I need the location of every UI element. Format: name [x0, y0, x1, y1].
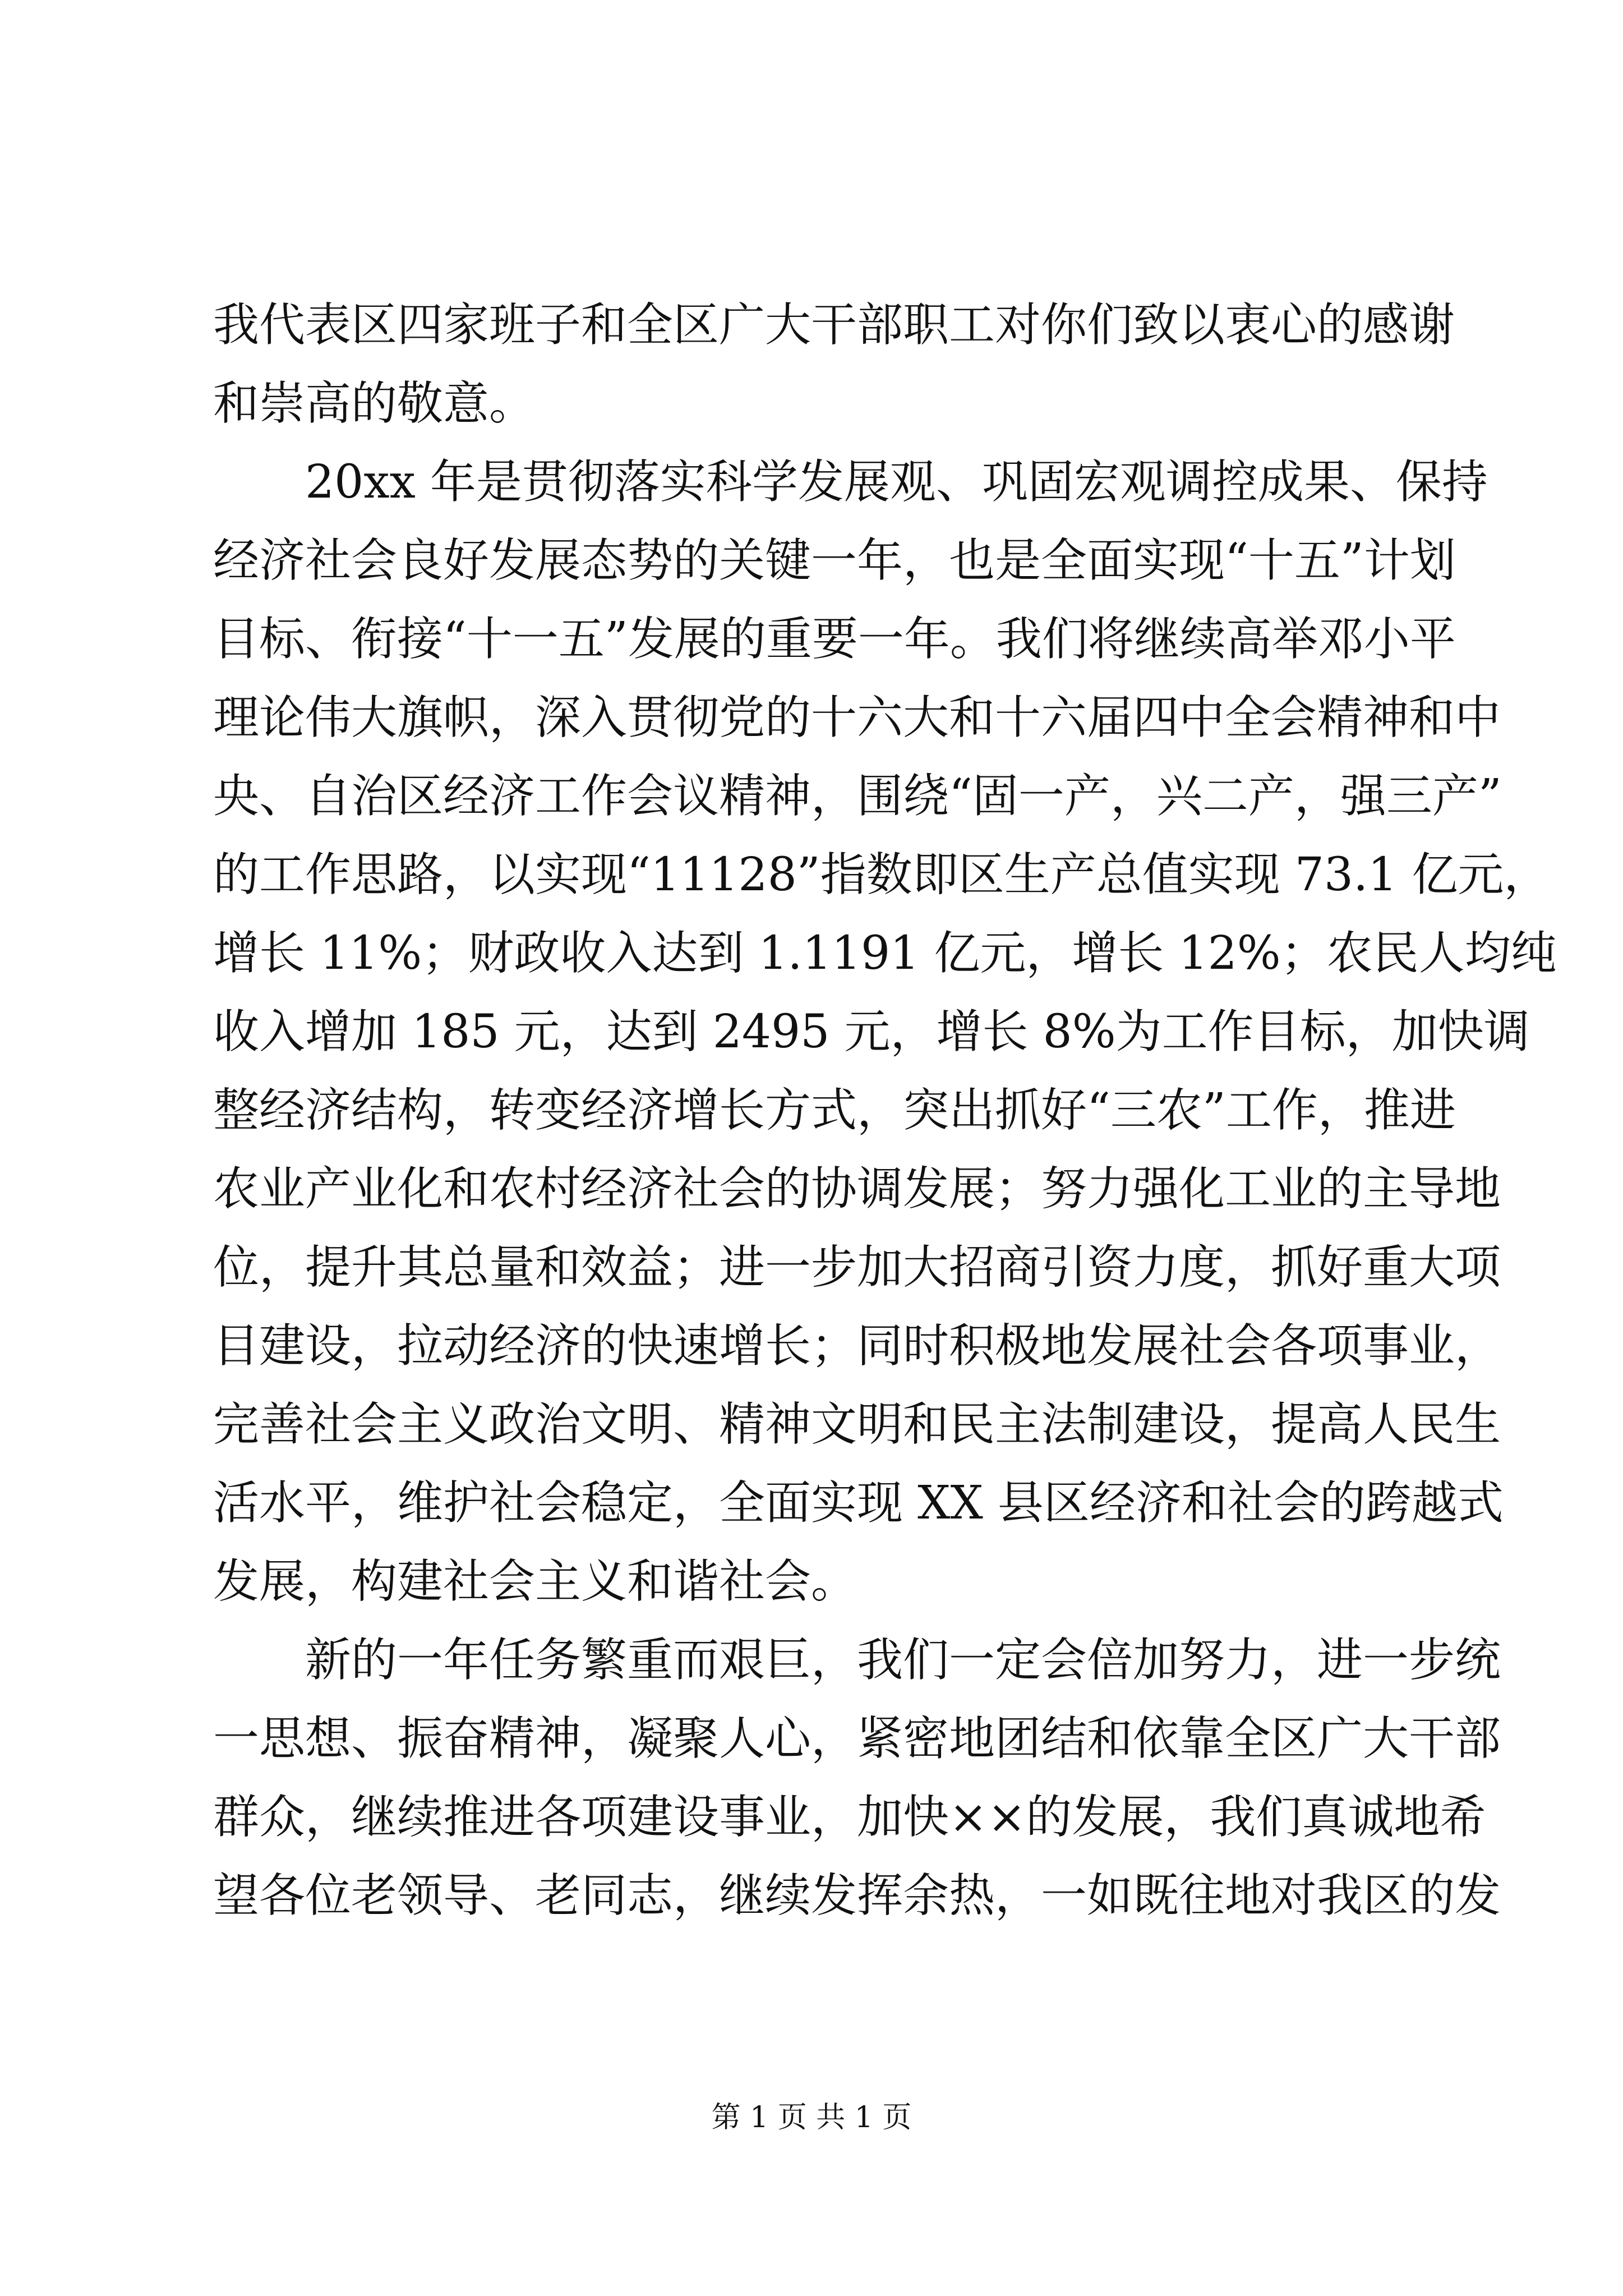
text-line: 发展，构建社会主义和谐社会。: [213, 1555, 857, 1608]
text-line: 理论伟大旗帜，深入贯彻党的十六大和十六届四中全会精神和中: [213, 691, 1501, 744]
text-line: 位，提升其总量和效益；进一步加大招商引资力度，抓好重大项: [213, 1241, 1501, 1294]
text-line: 一思想、振奋精神，凝聚人心，紧密地团结和依靠全区广大干部: [213, 1712, 1501, 1765]
text-line: 活水平，维护社会稳定，全面实现 XX 县区经济和社会的跨越式: [213, 1476, 1504, 1530]
text-line: 的工作思路，以实现“11128”指数即区生产总值实现 73.1 亿元，: [213, 848, 1550, 901]
text-line: 完善社会主义政治文明、精神文明和民主法制建设，提高人民生: [213, 1398, 1501, 1451]
text-line: 和崇高的敬意。: [213, 377, 536, 430]
text-line: 新的一年任务繁重而艰巨，我们一定会倍加努力，进一步统: [305, 1634, 1501, 1687]
text-line: 我代表区四家班子和全区广大干部职工对你们致以衷心的感谢: [213, 298, 1455, 352]
text-line: 20xx 年是贯彻落实科学发展观、巩固宏观调控成果、保持: [305, 455, 1488, 509]
document-body: [213, 286, 1557, 1935]
text-line: 目标、衔接“十一五”发展的重要一年。我们将继续高举邓小平: [213, 613, 1456, 666]
page-number-footer: 第 1 页 共 1 页: [711, 2101, 912, 2134]
text-line: 增长 11%；财政收入达到 1.1191 亿元，增长 12%；农民人均纯: [213, 927, 1557, 980]
text-line: 群众，继续推进各项建设事业，加快××的发展，我们真诚地希: [213, 1791, 1486, 1844]
text-line: 央、自治区经济工作会议精神，围绕“固一产，兴二产，强三产”: [213, 770, 1502, 823]
text-line: 经济社会良好发展态势的关键一年，也是全面实现“十五”计划: [213, 534, 1456, 587]
text-line: 收入增加 185 元，达到 2495 元，增长 8%为工作目标，加快调: [213, 1005, 1530, 1059]
text-line: 农业产业化和农村经济社会的协调发展；努力强化工业的主导地: [213, 1162, 1501, 1216]
text-line: 目建设，拉动经济的快速增长；同时积极地发展社会各项事业，: [213, 1319, 1501, 1373]
text-line: 望各位老领导、老同志，继续发挥余热，一如既往地对我区的发: [213, 1869, 1501, 1922]
text-line: 整经济结构，转变经济增长方式，突出抓好“三农”工作，推进: [213, 1084, 1456, 1137]
